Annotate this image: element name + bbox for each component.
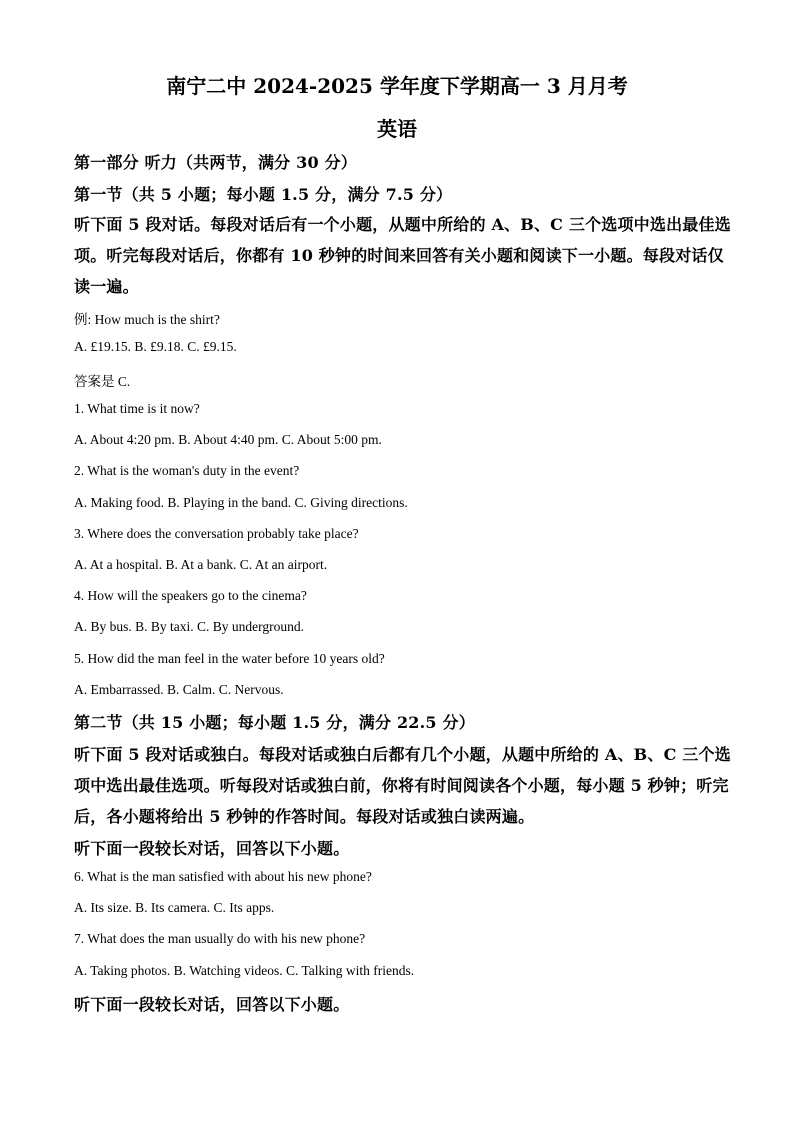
- section1-heading: 第一节（共 5 小题；每小题 1.5 分，满分 7.5 分）: [74, 185, 453, 204]
- question-7-options: A. Taking photos. B. Watching videos. C. Talking with friends.: [74, 963, 415, 978]
- question-6: 6. What is the man satisfied with about his new phone?: [74, 869, 372, 884]
- section2-heading: 第二节（共 15 小题；每小题 1.5 分，满分 22.5 分）: [74, 713, 475, 732]
- section1-instructions-line-3: 读一遍。: [74, 277, 139, 296]
- example-question: 例: How much is the shirt?: [74, 312, 220, 327]
- dialogue-intro-2: 听下面一段较长对话，回答以下小题。: [74, 995, 350, 1014]
- question-1: 1. What time is it now?: [74, 401, 200, 416]
- section2-instructions-line-1: 听下面 5 段对话或独白。每段对话或独白后都有几个小题，从题中所给的 A、B、C 三个选: [74, 745, 731, 764]
- question-2-options: A. Making food. B. Playing in the band. C. Giving directions.: [74, 495, 408, 510]
- question-4: 4. How will the speakers go to the cinema?: [74, 588, 307, 603]
- part1-heading: 第一部分 听力（共两节，满分 30 分）: [74, 153, 357, 172]
- question-6-options: A. Its size. B. Its camera. C. Its apps.: [74, 900, 275, 915]
- section1-instructions-line-1: 听下面 5 段对话。每段对话后有一个小题，从题中所给的 A、B、C 三个选项中选出最佳选: [74, 215, 731, 234]
- example-answer: 答案是 C.: [74, 374, 131, 389]
- example-options: A. £19.15. B. £9.18. C. £9.15.: [74, 339, 237, 354]
- section2-instructions-line-3: 后，各小题将给出 5 秒钟的作答时间。每段对话或独白读两遍。: [74, 807, 535, 826]
- subject-title: 英语: [377, 117, 417, 141]
- question-5-options: A. Embarrassed. B. Calm. C. Nervous.: [74, 682, 284, 697]
- question-4-options: A. By bus. B. By taxi. C. By underground.: [74, 619, 305, 634]
- question-1-options: A. About 4:20 pm. B. About 4:40 pm. C. About 5:00 pm.: [74, 432, 382, 447]
- exam-title: 南宁二中 2024-2025 学年度下学期高一 3 月月考: [166, 74, 628, 98]
- section1-instructions-line-2: 项。听完每段对话后，你都有 10 秒钟的时间来回答有关小题和阅读下一小题。每段对话仅: [74, 246, 724, 265]
- question-3-options: A. At a hospital. B. At a bank. C. At an airport.: [74, 557, 328, 572]
- section2-instructions-line-2: 项中选出最佳选项。听每段对话或独白前，你将有时间阅读各个小题，每小题 5 秒钟；听完: [74, 776, 729, 795]
- question-2: 2. What is the woman's duty in the event?: [74, 463, 300, 478]
- question-7: 7. What does the man usually do with his new phone?: [74, 931, 366, 946]
- question-3: 3. Where does the conversation probably take place?: [74, 526, 359, 541]
- question-5: 5. How did the man feel in the water before 10 years old?: [74, 651, 385, 666]
- dialogue-intro-1: 听下面一段较长对话，回答以下小题。: [74, 839, 350, 858]
